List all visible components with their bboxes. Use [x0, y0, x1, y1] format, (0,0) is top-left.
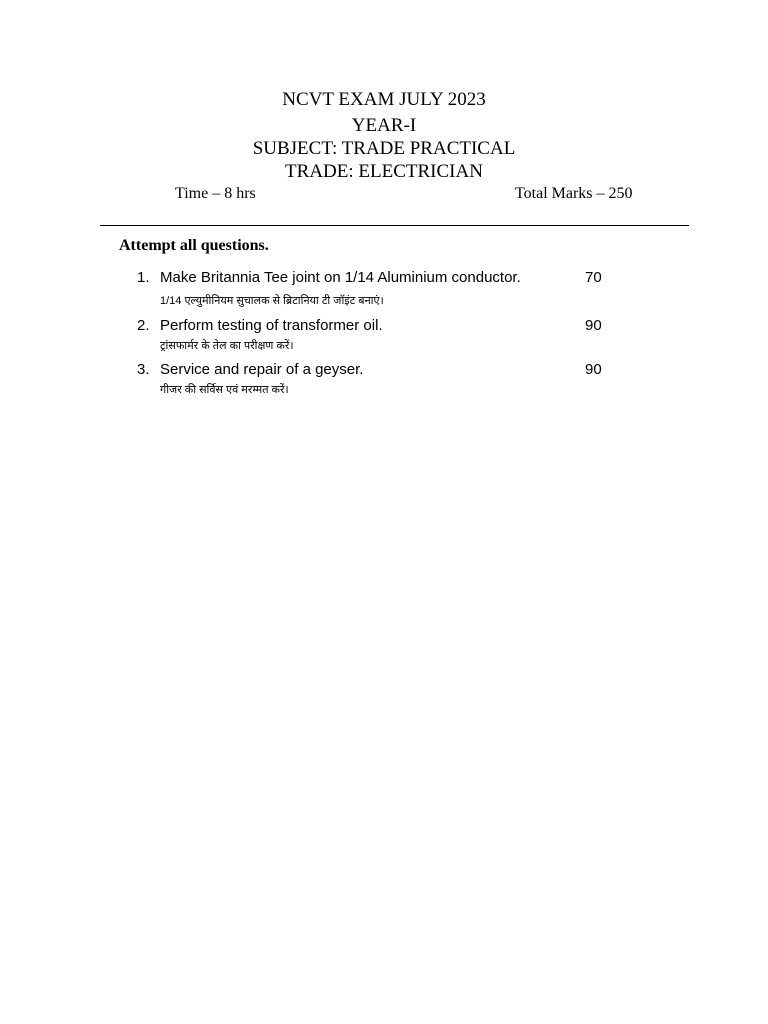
question-text-hindi: गीजर की सर्विस एवं मरम्मत करें। — [160, 384, 289, 396]
question-text: Make Britannia Tee joint on 1/14 Aluminium conductor. — [160, 269, 521, 286]
exam-year: YEAR-I — [351, 115, 417, 136]
question-marks: 90 — [585, 317, 602, 334]
header-divider — [100, 225, 689, 226]
question-marks: 70 — [585, 269, 602, 286]
question-marks: 90 — [585, 361, 602, 378]
question-number: 2. — [137, 317, 150, 334]
instruction: Attempt all questions. — [119, 237, 269, 254]
question-number: 3. — [137, 361, 150, 378]
total-marks: Total Marks – 250 — [515, 185, 633, 202]
question-number: 1. — [137, 269, 150, 286]
question-text-hindi: ट्रांसफार्मर के तेल का परीक्षण करें। — [160, 340, 294, 352]
exam-subject: SUBJECT: TRADE PRACTICAL — [252, 138, 516, 159]
exam-trade: TRADE: ELECTRICIAN — [285, 161, 483, 182]
question-text-hindi: 1/14 एल्युमीनियम सुचालक से ब्रिटानिया टी जॉइंट बनाएं। — [160, 295, 384, 307]
exam-title: NCVT EXAM JULY 2023 — [282, 89, 486, 110]
question-text: Service and repair of a geyser. — [160, 361, 364, 378]
question-text: Perform testing of transformer oil. — [160, 317, 383, 334]
exam-duration: Time – 8 hrs — [175, 185, 256, 202]
